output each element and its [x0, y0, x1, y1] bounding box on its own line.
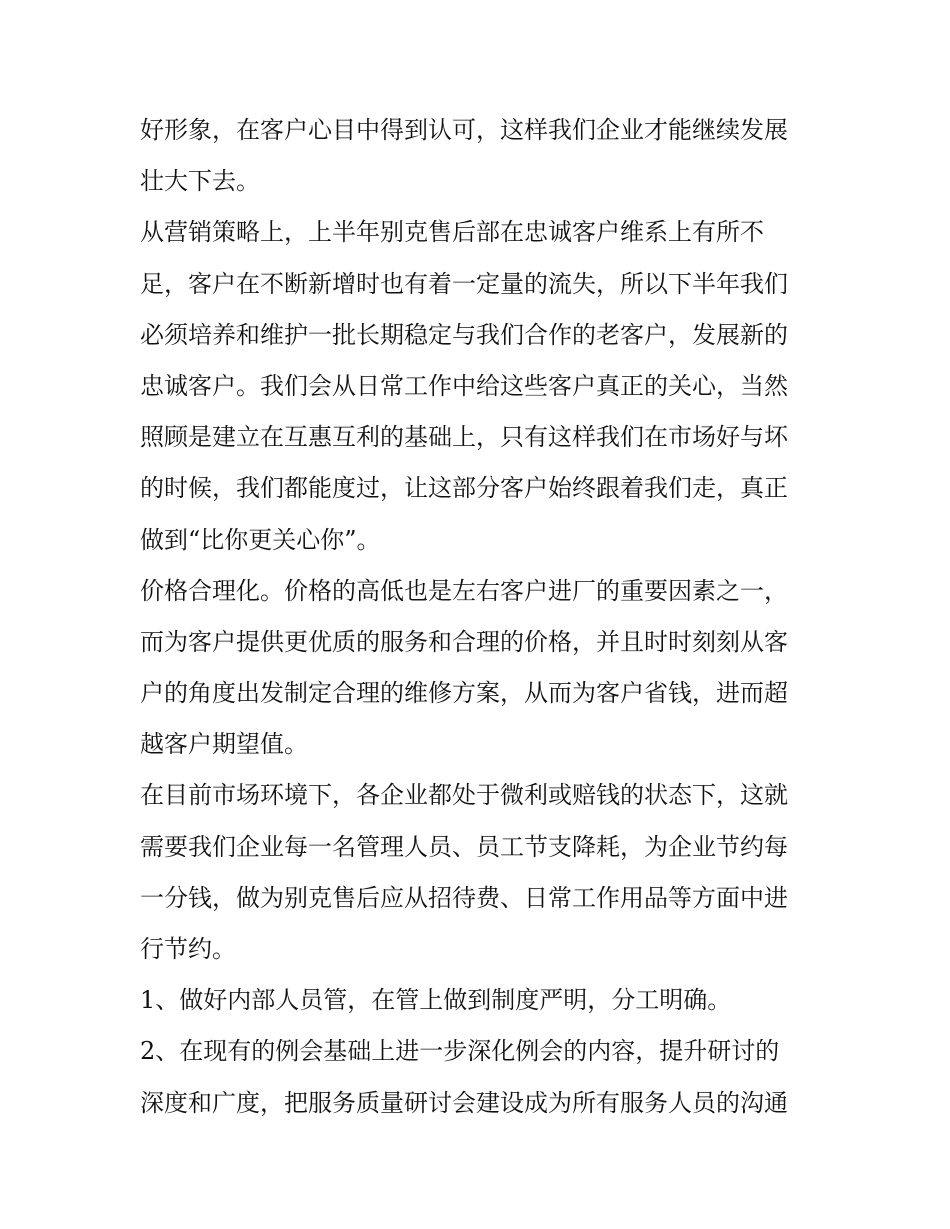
text-line: 越客户期望值。 — [140, 730, 308, 759]
text-line: 照顾是建立在互惠互利的基础上，只有这样我们在市场好与坏 — [140, 423, 788, 452]
text-line: 忠诚客户。我们会从日常工作中给这些客户真正的关心，当然 — [140, 371, 788, 400]
text-line: 壮大下去。 — [140, 167, 260, 196]
text-line: 在目前市场环境下，各企业都处于微利或赔钱的状态下，这就 — [140, 781, 788, 810]
text-line: 一分钱，做为别克售后应从招待费、日常工作用品等方面中进 — [140, 883, 788, 912]
text-line: 好形象，在客户心目中得到认可，这样我们企业才能继续发展 — [140, 116, 788, 144]
text-line: 足，客户在不断新增时也有着一定量的流失，所以下半年我们 — [140, 269, 788, 298]
text-line: 从营销策略上，上半年别克售后部在忠诚客户维系上有所不 — [140, 218, 764, 247]
text-line: 做到“比你更关心你”。 — [140, 525, 381, 554]
text-line: 价格合理化。价格的高低也是左右客户进厂的重要因素之一， — [140, 576, 788, 605]
text-line: 需要我们企业每一名管理人员、员工节支降耗，为企业节约每 — [140, 832, 788, 861]
text-line: 行节约。 — [140, 935, 236, 963]
text-line: 深度和广度，把服务质量研讨会建设成为所有服务人员的沟通 — [140, 1088, 788, 1117]
text-line: 户的角度出发制定合理的维修方案，从而为客户省钱，进而超 — [140, 679, 788, 708]
text-line: 的时候，我们都能度过，让这部分客户始终跟着我们走，真正 — [140, 474, 788, 503]
list-item-2: 2、在现有的例会基础上进一步深化例会的内容，提升研讨的 — [140, 1037, 780, 1066]
list-item-1: 1、做好内部人员管，在管上做到制度严明，分工明确。 — [140, 986, 732, 1015]
body-text — [140, 108, 820, 1132]
text-line: 必须培养和维护一批长期稳定与我们合作的老客户，发展新的 — [140, 320, 788, 349]
text-line: 而为客户提供更优质的服务和合理的价格，并且时时刻刻从客 — [140, 627, 788, 656]
